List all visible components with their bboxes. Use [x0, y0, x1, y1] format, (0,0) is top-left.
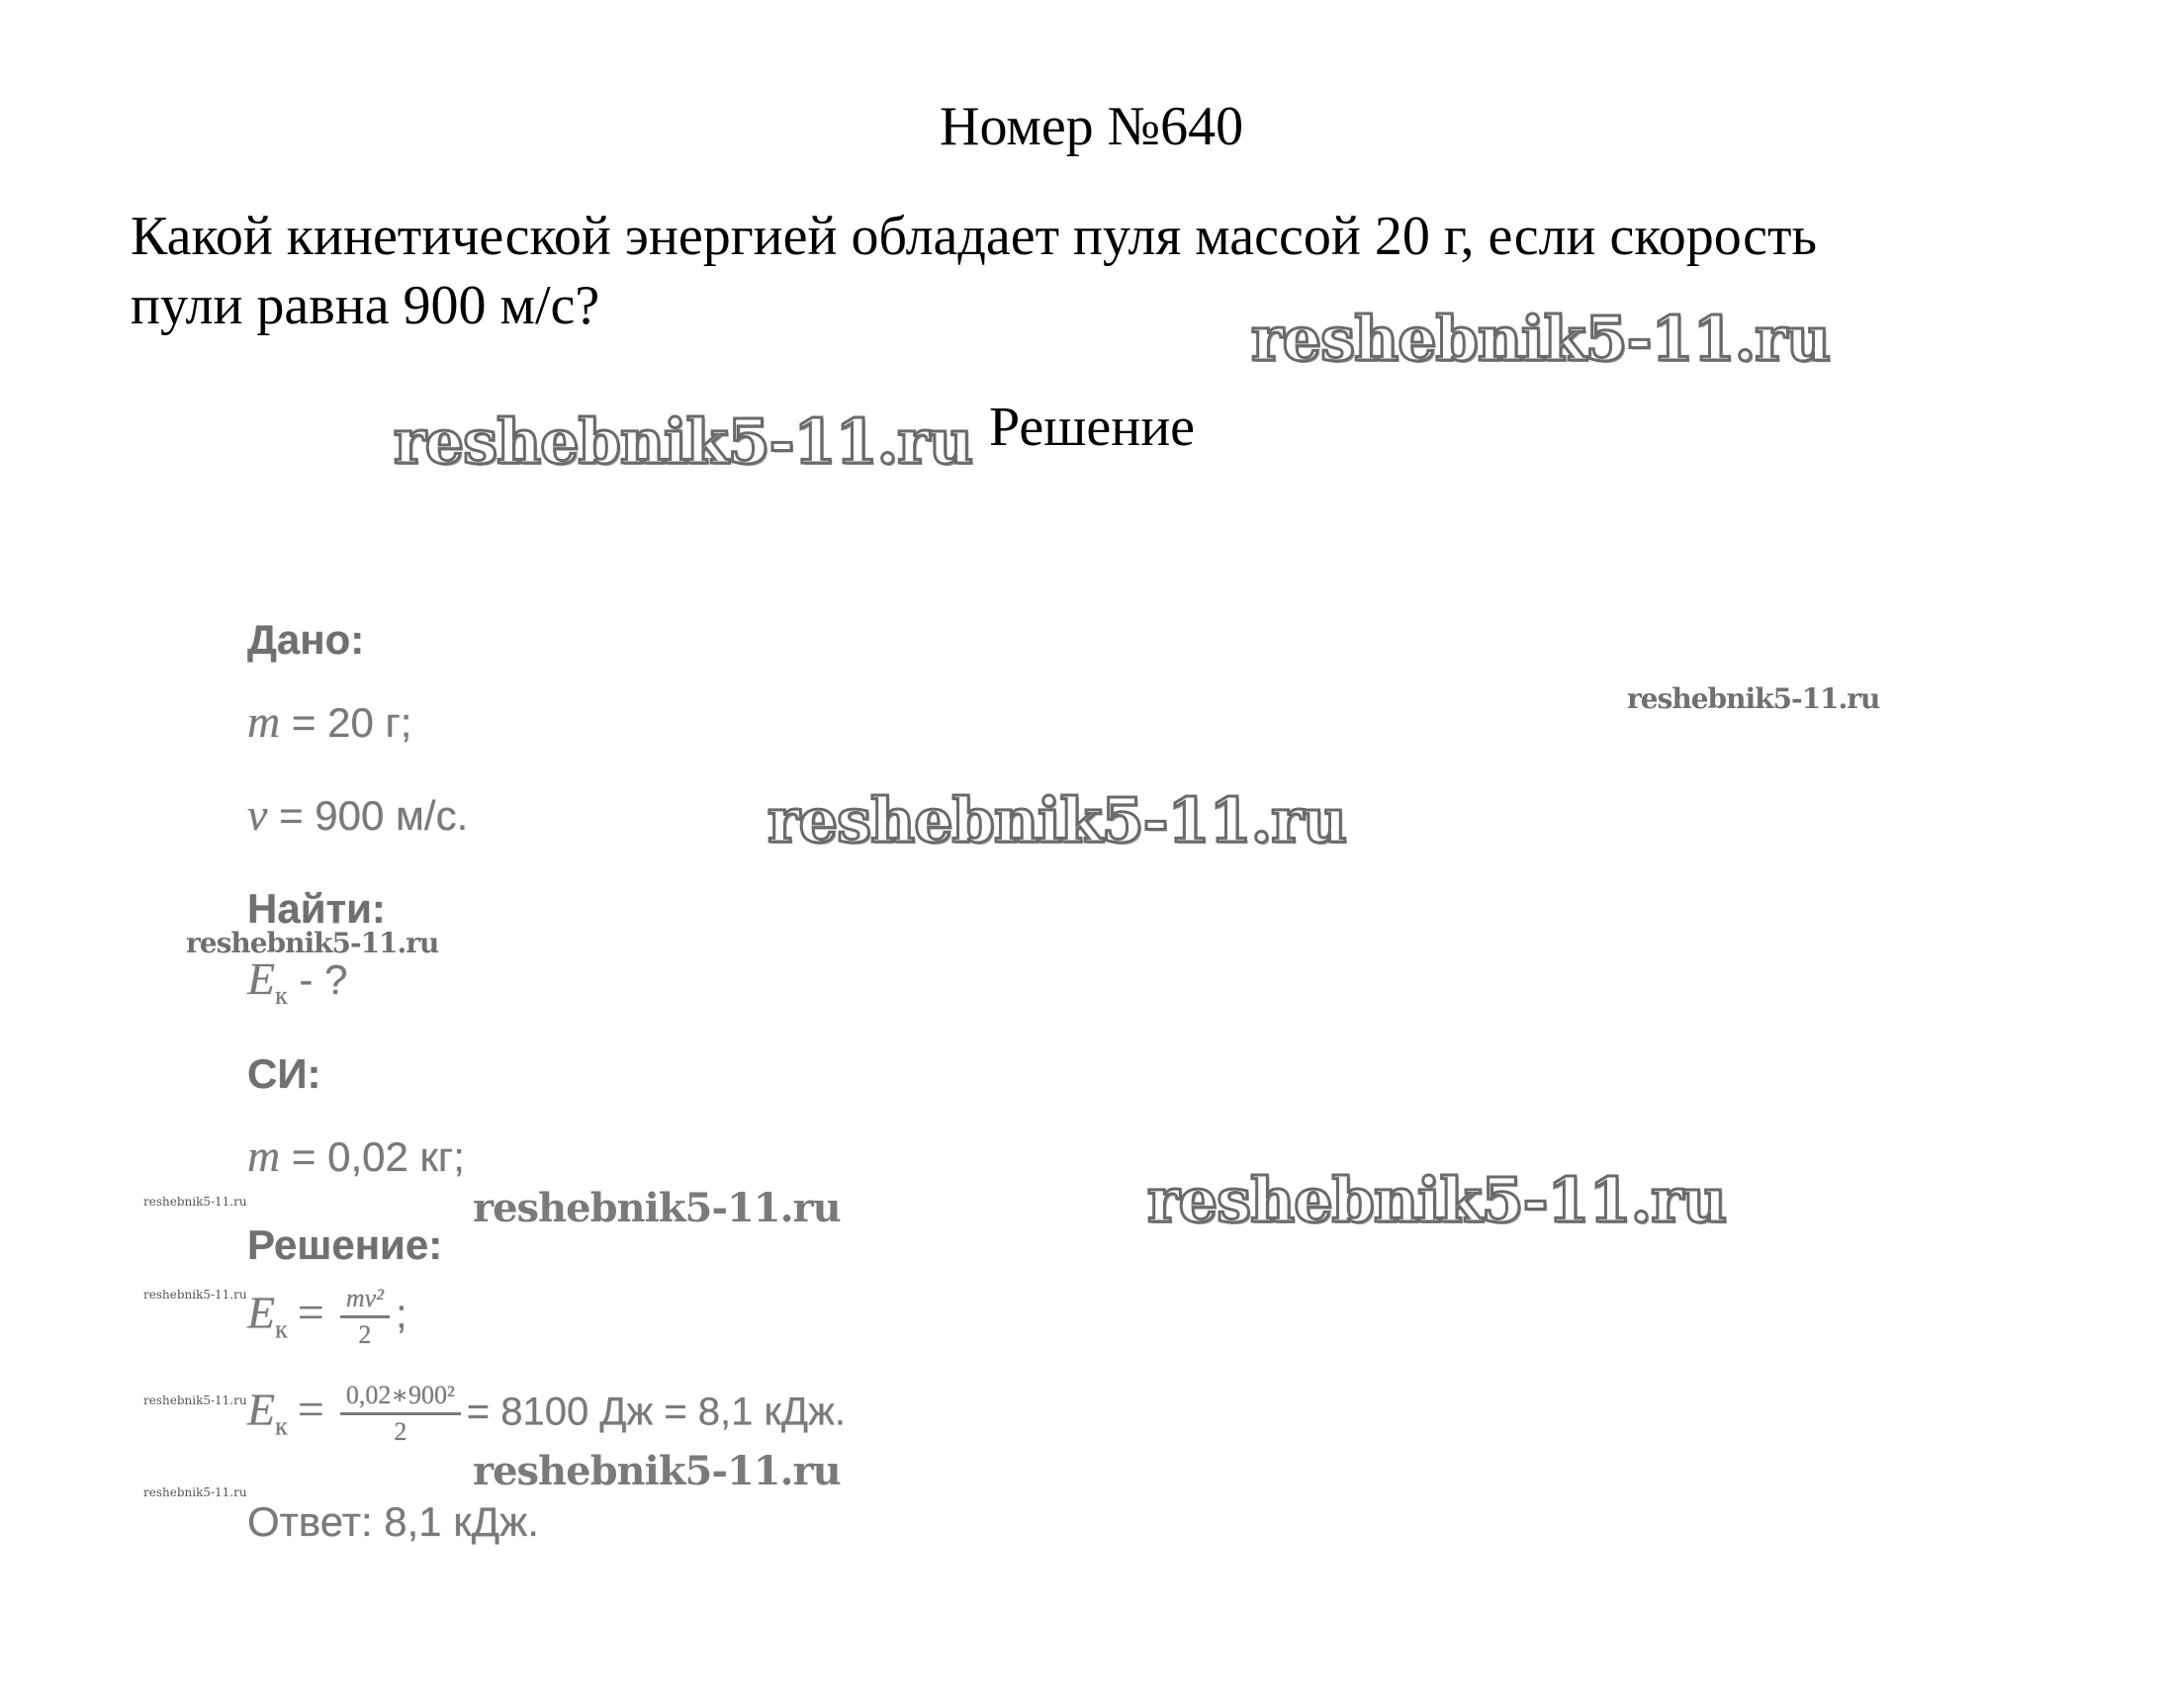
given-mass — [247, 698, 411, 747]
page-title: Номер №640 — [940, 96, 1244, 157]
problem-line-2: пули равна 900 м/с? — [131, 275, 600, 336]
watermark: reshebnik5-11.ru — [473, 1448, 841, 1494]
formula-fraction — [340, 1284, 390, 1350]
find-tail: - ? — [287, 956, 348, 1003]
watermark: reshebnik5-11.ru — [767, 784, 1346, 856]
formula-subscript: к — [275, 1314, 288, 1344]
given-velocity — [247, 791, 468, 840]
calc-energy-variable: E — [247, 1384, 276, 1435]
calc-subscript: к — [275, 1411, 288, 1441]
mass-variable: m — [247, 696, 281, 747]
si-mass-value: = 0,02 кг; — [280, 1133, 465, 1180]
formula-equals: = — [297, 1286, 324, 1339]
energy-subscript: к — [275, 981, 288, 1010]
calculation-line — [247, 1381, 846, 1451]
energy-variable: E — [247, 953, 276, 1004]
mass-value: = 20 г; — [280, 699, 412, 746]
solution-heading: Решение — [989, 397, 1196, 458]
calc-result: = 8100 Дж = 8,1 кДж. — [466, 1390, 846, 1434]
calc-fraction — [340, 1381, 461, 1447]
formula-numerator: mv² — [340, 1284, 390, 1318]
si-mass — [247, 1132, 465, 1181]
velocity-variable: v — [247, 789, 268, 840]
problem-line-1: Какой кинетической энергией обладает пуля массой 20 г, если скорость — [131, 206, 1817, 267]
watermark: reshebnik5-11.ru — [1627, 682, 1880, 715]
formula-tail: ; — [395, 1290, 407, 1337]
find-energy — [247, 955, 347, 1020]
watermark: reshebnik5-11.ru — [473, 1185, 841, 1231]
watermark: reshebnik5-11.ru — [143, 1288, 247, 1302]
watermark: reshebnik5-11.ru — [394, 405, 972, 478]
given-label: Дано: — [247, 616, 365, 663]
watermark: reshebnik5-11.ru — [1147, 1164, 1726, 1236]
calc-numerator: 0,02∗900² — [340, 1381, 461, 1415]
velocity-value: = 900 м/с. — [267, 792, 469, 839]
answer-line: Ответ: 8,1 кДж. — [247, 1498, 539, 1545]
formula-denominator: 2 — [358, 1320, 372, 1349]
watermark: reshebnik5-11.ru — [143, 1195, 247, 1209]
watermark: reshebnik5-11.ru — [143, 1393, 247, 1407]
calc-denominator: 2 — [394, 1417, 407, 1446]
watermark: reshebnik5-11.ru — [186, 927, 439, 959]
find-label: Найти: — [247, 885, 386, 932]
si-mass-variable: m — [247, 1130, 281, 1181]
calc-equals: = — [297, 1383, 324, 1436]
solution-label: Решение: — [247, 1221, 443, 1268]
watermark: reshebnik5-11.ru — [143, 1485, 247, 1499]
formula-energy-variable: E — [247, 1287, 276, 1338]
watermark: reshebnik5-11.ru — [1251, 303, 1830, 375]
si-label: СИ: — [247, 1050, 321, 1097]
formula-line — [247, 1284, 407, 1354]
